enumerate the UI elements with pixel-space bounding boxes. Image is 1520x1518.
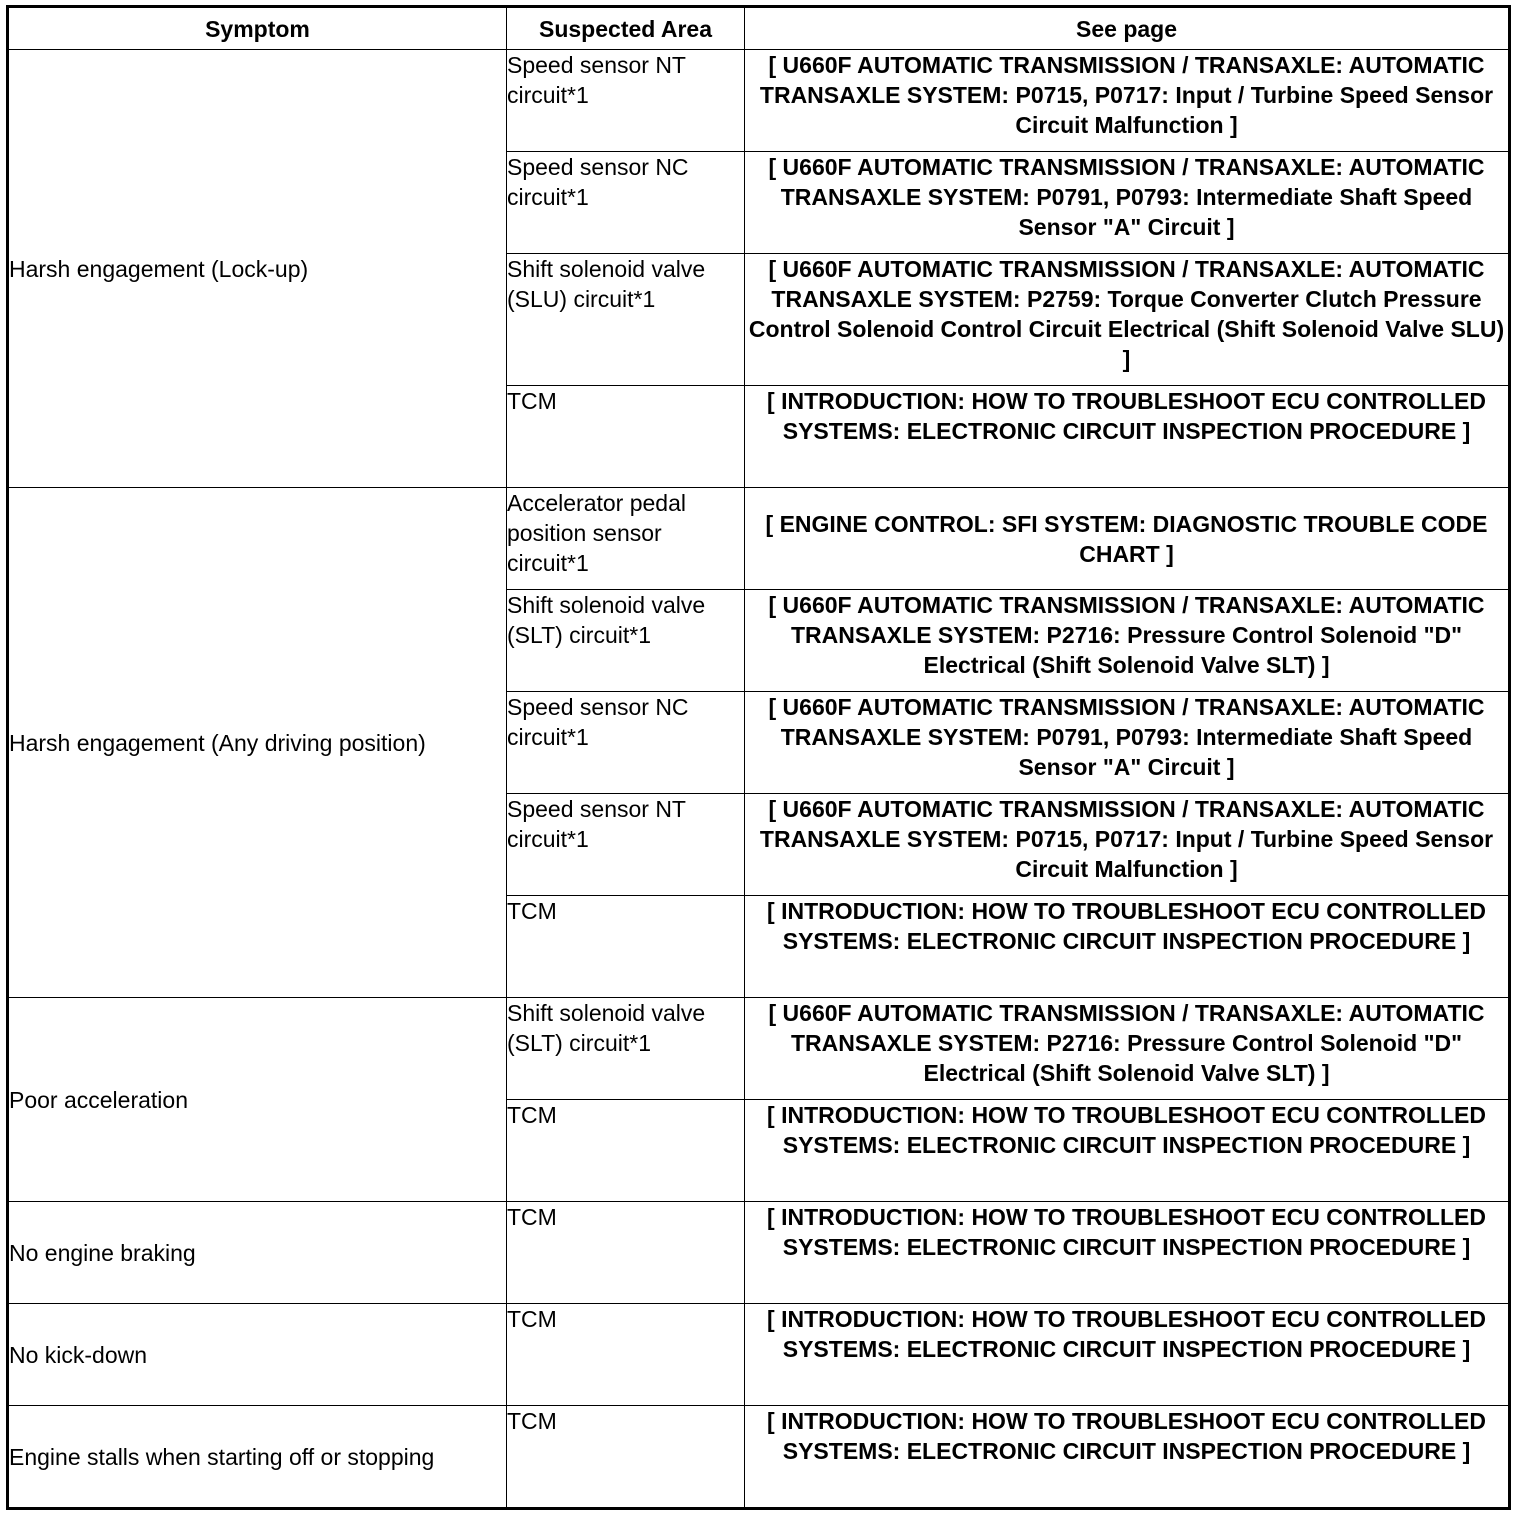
see-page-link[interactable]: [ INTRODUCTION: HOW TO TROUBLESHOOT ECU CONTROLLED SYSTEMS: ELECTRONIC CIRCUIT INSPECTION PROCEDURE ] xyxy=(745,1100,1510,1202)
suspected-area-cell: TCM xyxy=(507,1304,745,1406)
see-page-link[interactable]: [ U660F AUTOMATIC TRANSMISSION / TRANSAXLE: AUTOMATIC TRANSAXLE SYSTEM: P2716: Pressure Control Solenoid "D" Electrical (Shift Solenoid Valve SLT) ] xyxy=(745,998,1510,1100)
symptom-cell: Harsh engagement (Lock-up) xyxy=(8,50,507,488)
table-row xyxy=(8,1304,1510,1406)
table-row xyxy=(8,1406,1510,1509)
see-page-link[interactable]: [ U660F AUTOMATIC TRANSMISSION / TRANSAXLE: AUTOMATIC TRANSAXLE SYSTEM: P0791, P0793: Intermediate Shaft Speed Sensor "A" Circuit ] xyxy=(745,152,1510,254)
header-suspected-area: Suspected Area xyxy=(507,7,745,50)
header-symptom: Symptom xyxy=(8,7,507,50)
suspected-area-cell: Speed sensor NC circuit*1 xyxy=(507,152,745,254)
suspected-area-cell: TCM xyxy=(507,1406,745,1509)
troubleshooting-table xyxy=(6,5,1511,1510)
header-row xyxy=(8,7,1510,50)
see-page-link[interactable]: [ INTRODUCTION: HOW TO TROUBLESHOOT ECU CONTROLLED SYSTEMS: ELECTRONIC CIRCUIT INSPECTION PROCEDURE ] xyxy=(745,896,1510,998)
suspected-area-cell: Shift solenoid valve (SLT) circuit*1 xyxy=(507,998,745,1100)
see-page-link[interactable]: [ INTRODUCTION: HOW TO TROUBLESHOOT ECU CONTROLLED SYSTEMS: ELECTRONIC CIRCUIT INSPECTION PROCEDURE ] xyxy=(745,1202,1510,1304)
see-page-link[interactable]: [ U660F AUTOMATIC TRANSMISSION / TRANSAXLE: AUTOMATIC TRANSAXLE SYSTEM: P0715, P0717: Input / Turbine Speed Sensor Circuit Malfunction ] xyxy=(745,50,1510,152)
suspected-area-cell: Shift solenoid valve (SLU) circuit*1 xyxy=(507,254,745,386)
suspected-area-cell: Shift solenoid valve (SLT) circuit*1 xyxy=(507,590,745,692)
suspected-area-cell: TCM xyxy=(507,1100,745,1202)
see-page-link[interactable]: [ U660F AUTOMATIC TRANSMISSION / TRANSAXLE: AUTOMATIC TRANSAXLE SYSTEM: P0791, P0793: Intermediate Shaft Speed Sensor "A" Circuit ] xyxy=(745,692,1510,794)
see-page-link[interactable]: [ INTRODUCTION: HOW TO TROUBLESHOOT ECU CONTROLLED SYSTEMS: ELECTRONIC CIRCUIT INSPECTION PROCEDURE ] xyxy=(745,1406,1510,1509)
see-page-link[interactable]: [ INTRODUCTION: HOW TO TROUBLESHOOT ECU CONTROLLED SYSTEMS: ELECTRONIC CIRCUIT INSPECTION PROCEDURE ] xyxy=(745,386,1510,488)
suspected-area-cell: Speed sensor NC circuit*1 xyxy=(507,692,745,794)
header-see-page: See page xyxy=(745,7,1510,50)
see-page-link[interactable]: [ ENGINE CONTROL: SFI SYSTEM: DIAGNOSTIC TROUBLE CODE CHART ] xyxy=(745,488,1510,590)
suspected-area-cell: Speed sensor NT circuit*1 xyxy=(507,794,745,896)
see-page-link[interactable]: [ U660F AUTOMATIC TRANSMISSION / TRANSAXLE: AUTOMATIC TRANSAXLE SYSTEM: P0715, P0717: Input / Turbine Speed Sensor Circuit Malfunction ] xyxy=(745,794,1510,896)
see-page-link[interactable]: [ U660F AUTOMATIC TRANSMISSION / TRANSAXLE: AUTOMATIC TRANSAXLE SYSTEM: P2759: Torque Converter Clutch Pressure Control Solenoid Control Circuit Electrical (Shift Solenoid Valve SLU) ] xyxy=(745,254,1510,386)
symptom-cell: Engine stalls when starting off or stopping xyxy=(8,1406,507,1509)
table-row xyxy=(8,50,1510,152)
suspected-area-cell: TCM xyxy=(507,1202,745,1304)
symptom-cell: Poor acceleration xyxy=(8,998,507,1202)
symptom-cell: No engine braking xyxy=(8,1202,507,1304)
symptom-cell: Harsh engagement (Any driving position) xyxy=(8,488,507,998)
see-page-link[interactable]: [ INTRODUCTION: HOW TO TROUBLESHOOT ECU CONTROLLED SYSTEMS: ELECTRONIC CIRCUIT INSPECTION PROCEDURE ] xyxy=(745,1304,1510,1406)
suspected-area-cell: Speed sensor NT circuit*1 xyxy=(507,50,745,152)
symptom-cell: No kick-down xyxy=(8,1304,507,1406)
see-page-link[interactable]: [ U660F AUTOMATIC TRANSMISSION / TRANSAXLE: AUTOMATIC TRANSAXLE SYSTEM: P2716: Pressure Control Solenoid "D" Electrical (Shift Solenoid Valve SLT) ] xyxy=(745,590,1510,692)
table-row xyxy=(8,488,1510,590)
table-row xyxy=(8,1202,1510,1304)
table-row xyxy=(8,998,1510,1100)
suspected-area-cell: TCM xyxy=(507,896,745,998)
suspected-area-cell: TCM xyxy=(507,386,745,488)
suspected-area-cell: Accelerator pedal position sensor circuit*1 xyxy=(507,488,745,590)
